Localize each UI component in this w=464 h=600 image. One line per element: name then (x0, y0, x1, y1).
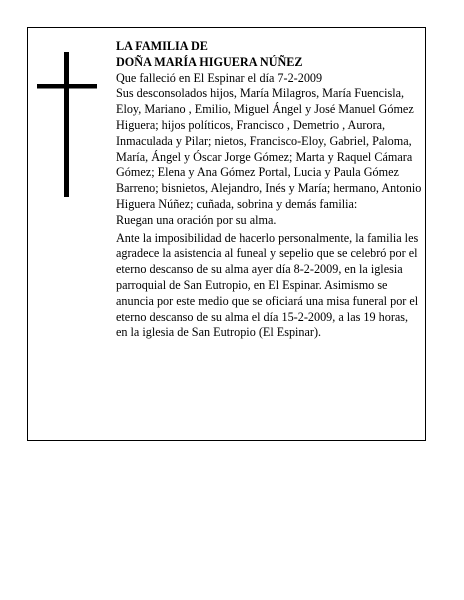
death-date-line: Que falleció en El Espinar el día 7-2-2009 (116, 70, 323, 85)
mourners-list: Sus desconsolados hijos, María Milagros, María Fuencisla, Eloy, Mariano , Emilio, Miguel Ángel y José Manuel Gómez Higuera; hijos políticos, Francisco , Demetrio , Aurora, Inmaculada y Pilar; nietos, Francisco-Eloy, Gabriel, Paloma, María, Ángel y Óscar Jorge Gómez; Marta y Raquel Cámara Gómez; Elena y Ana Gómez Portal, Lucia y Paula Gómez Barreno; bisnietos, Alejandro, Inés y María; hermano, Antonio Higuera Núñez; cuñada, sobrina y demás familia: (116, 86, 422, 211)
prayer-request-line: Ruegan una oración por su alma. (116, 212, 277, 227)
obituary-text (116, 39, 422, 341)
heading-name-line: DOÑA MARÍA HIGUERA NÚÑEZ (116, 54, 303, 69)
mourners-paragraph (116, 71, 422, 229)
heading-family-line: LA FAMILIA DE (116, 39, 208, 53)
thanks-paragraph: Ante la imposibilidad de hacerlo personalmente, la familia les agradece la asistencia al funeal y sepelio que se celebró por el eterno descanso de su alma ayer día 8-2-2009, en la iglesia parroquial de San Eutropio, en El Espinar. Asimismo se anuncia por este medio que se oficiará una misa funeral por el eterno descanso de su alma el día 15-2-2009, a las 19 horas, en la iglesia de San Eutropio (El Espinar). (116, 230, 419, 340)
cross-icon (37, 52, 97, 197)
